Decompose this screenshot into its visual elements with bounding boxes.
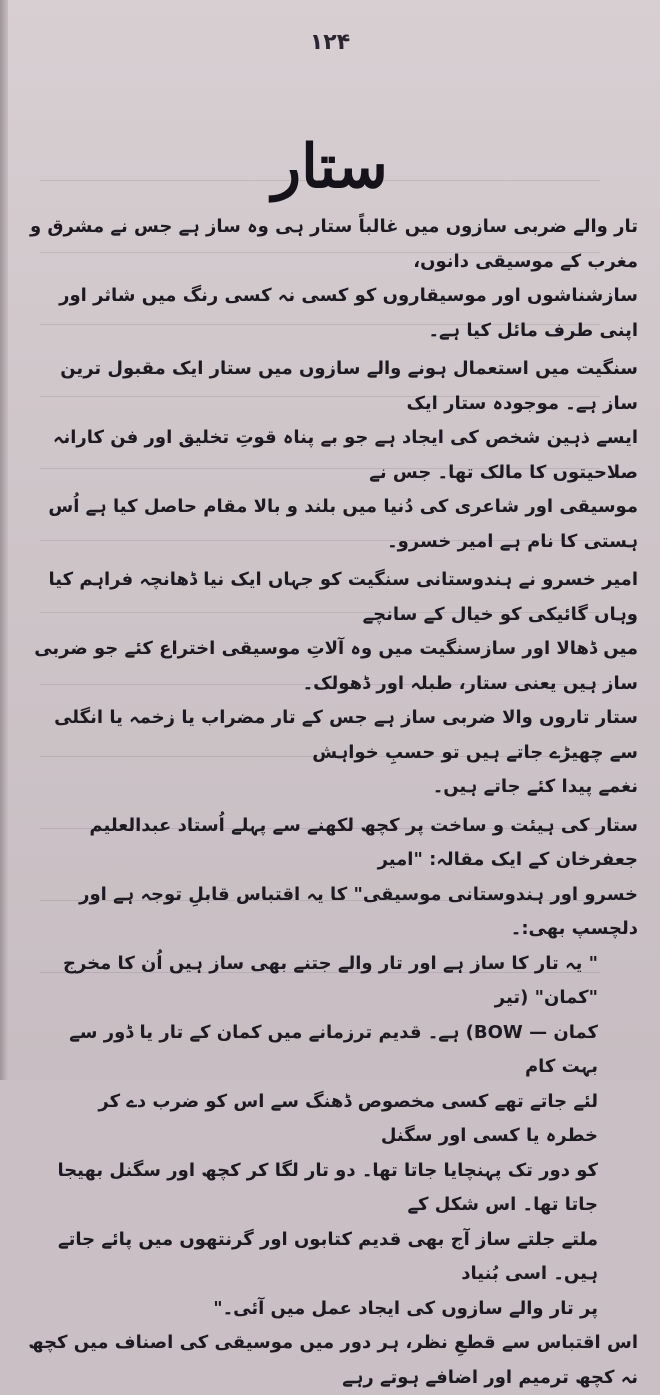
text-line: ستار کی ہیئت و ساخت پر کچھ لکھنے سے پہلے اُستاد عبدالعلیم جعفرخان کے ایک مقالہ: "امیر <box>89 814 638 870</box>
text-line: نغمے پیدا کئے جاتے ہیں۔ <box>432 776 638 797</box>
quote-line: پر تار والے سازوں کی ایجاد عمل میں آئی۔" <box>213 1297 598 1319</box>
quote-line: " یہ تار کا ساز ہے اور تار والے جتنے بھی ساز ہیں اُن کا مخرج "کمان" (تیر <box>63 952 598 1008</box>
text-line: سازشناشوں اور موسیقاروں کو کسی نہ کسی رنگ میں شاثر اور اپنی طرف مائل کیا ہے۔ <box>59 285 638 341</box>
text-line: اس اقتباس سے قطعِ نظر، ہر دور میں موسیقی کی اصناف میں کچھ نہ کچھ ترمیم اور اضافے ہوتے رہے <box>28 1332 638 1388</box>
text-line: ایسے ذہین شخص کی ایجاد ہے جو بے پناہ قوتِ تخلیق اور فن کارانہ صلاحیتوں کا مالک تھا۔ جس نے <box>52 427 638 483</box>
text-line: موسیقی اور شاعری کی دُنیا میں بلند و بالا مقام حاصل کیا ہے اُس ہستی کا نام ہے امیر خسرو۔ <box>48 496 638 552</box>
body-text <box>22 210 638 1395</box>
quote-line: ملتے جلتے ساز آج بھی قدیم کتابوں اور گرنتھوں میں پائے جاتے ہیں۔ اسی بُنیاد <box>58 1228 598 1284</box>
quote-line: کو دور تک پہنچایا جاتا تھا۔ دو تار لگا کر کچھ اور سگنل بھیجا جاتا تھا۔ اس شکل کے <box>57 1159 598 1215</box>
text-line: امیر خسرو نے ہندوستانی سنگیت کو جہاں ایک نیا ڈھانچہ فراہم کیا وہاں گائیکی کو خیال کے سانچے <box>48 569 638 625</box>
text-line: ستار تاروں والا ضربی ساز ہے جس کے تار مضراب یا زخمہ یا انگلی سے چھیڑے جاتے ہیں تو حسبِ خواہش <box>54 707 638 763</box>
text-line: تار والے ضربی سازوں میں غالباً ستار ہی وہ ساز ہے جس نے مشرق و مغرب کے موسیقی دانوں، <box>29 216 638 272</box>
text-line: میں ڈھالا اور سازسنگیت میں وہ آلاتِ موسیقی اختراع کئے جو ضربی ساز ہیں یعنی ستار، طبلہ اور ڈھولک۔ <box>34 638 638 694</box>
chapter-title: ستار <box>272 132 388 202</box>
text-line: خسرو اور ہندوستانی موسیقی" کا یہ اقتباس قابلِ توجہ ہے اور دلچسپ بھی:۔ <box>79 883 638 939</box>
page-number: ۱۲۴ <box>309 30 351 55</box>
quote-line: کمان — BOW) ہے۔ قدیم ترزمانے میں کمان کے تار یا ڈور سے بہت کام <box>69 1021 598 1077</box>
quote-line: لئے جاتے تھے کسی مخصوص ڈھنگ سے اس کو ضرب دے کر خطرہ یا کسی اور سگنل <box>98 1090 598 1146</box>
text-line: سنگیت میں استعمال ہونے والے سازوں میں ستار ایک مقبول ترین ساز ہے۔ موجودہ ستار ایک <box>60 358 638 414</box>
